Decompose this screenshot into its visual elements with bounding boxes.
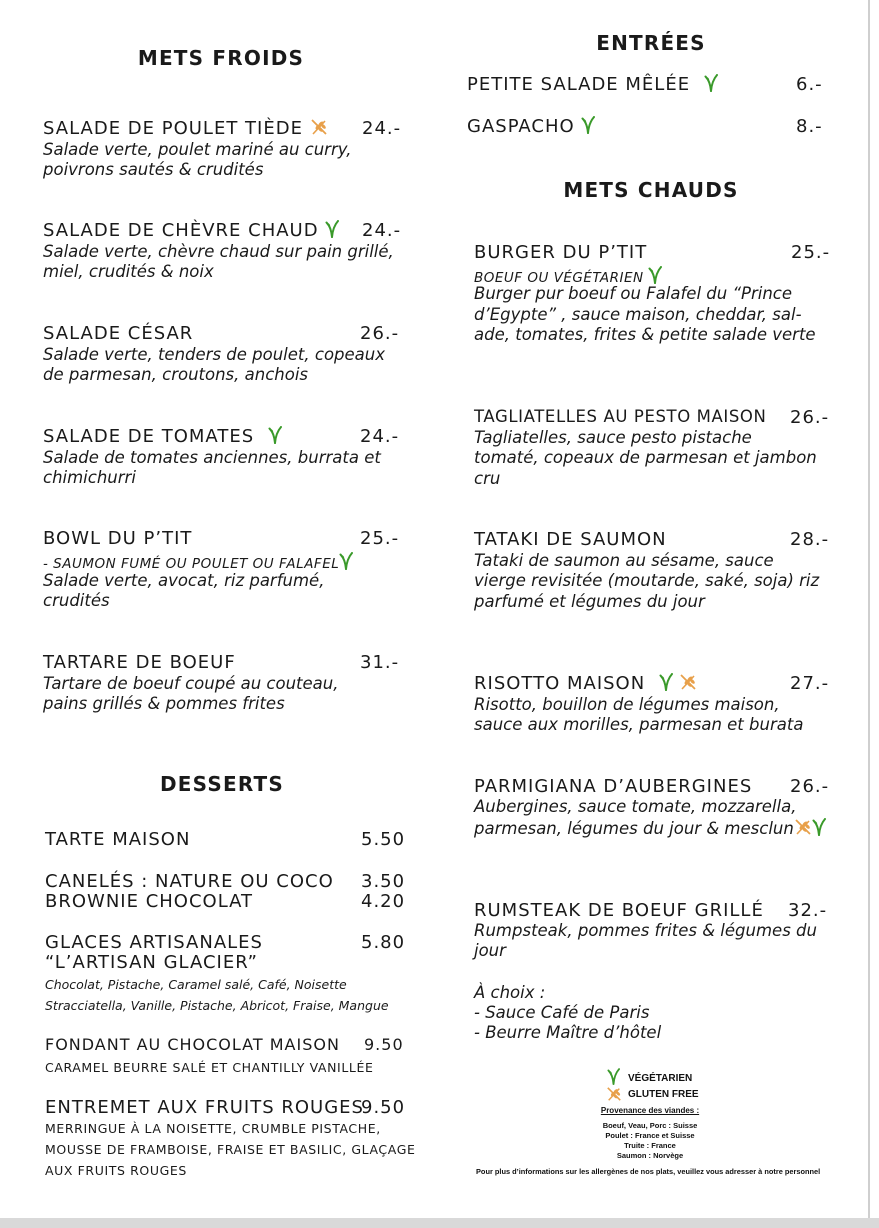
item-price: 25.- [360, 528, 400, 549]
vegetarian-icon [607, 1068, 620, 1085]
item-price: 24.- [362, 220, 402, 241]
item-name: GLACES ARTISANALES [45, 932, 263, 953]
item-name: SALADE DE TOMATES [43, 426, 255, 447]
item-price: 24.- [362, 118, 402, 139]
item-price: 8.- [796, 116, 823, 137]
item-price: 26.- [790, 407, 830, 428]
item-description: poivrons sautés & crudités [43, 160, 264, 179]
item-description: Salade verte, chèvre chaud sur pain grillé, [43, 242, 394, 261]
item-description: parmesan, légumes du jour & mesclun [474, 819, 794, 838]
item-description: miel, crudités & noix [43, 262, 214, 281]
item-description: Salade verte, tenders de poulet, copeaux [43, 345, 386, 364]
item-description: Salade verte, poulet mariné au curry, [43, 140, 352, 159]
item-description: d’Egypte” , sauce maison, cheddar, sal- [474, 305, 802, 324]
item-price: 24.- [360, 426, 400, 447]
item-description: Salade verte, avocat, riz parfumé, [43, 571, 325, 590]
item-price: 32.- [788, 900, 828, 921]
provenance-line: Truite : France [624, 1141, 676, 1150]
item-description: MERRINGUE À LA NOISETTE, CRUMBLE PISTACHE, [45, 1121, 381, 1136]
provenance-line: Saumon : Norvège [616, 1151, 684, 1160]
item-name: SALADE DE POULET TIÈDE [43, 118, 303, 139]
item-description: de parmesan, croutons, anchois [43, 365, 309, 384]
item-description: tomaté, copeaux de parmesan et jambon [474, 448, 817, 467]
item-name: TARTE MAISON [45, 829, 191, 850]
vegetarian-icon [581, 116, 595, 134]
page-edge [868, 0, 870, 1228]
item-name-line2: “L’ARTISAN GLACIER” [45, 952, 258, 973]
item-name: BROWNIE CHOCOLAT [45, 891, 254, 912]
item-name: BOWL DU P’TIT [43, 528, 193, 549]
item-name: ENTREMET AUX FRUITS ROUGES [45, 1097, 364, 1118]
vegetarian-icon [659, 673, 673, 691]
item-description: Tataki de saumon au sésame, sauce [474, 551, 774, 570]
item-name: SALADE CÉSAR [43, 323, 194, 344]
heading-mets-froids: METS FROIDS [137, 46, 305, 70]
legend-vegetarian: VÉGÉTARIEN [628, 1073, 693, 1084]
item-description: parfumé et légumes du jour [474, 592, 705, 611]
item-price: 9.50 [361, 1097, 406, 1118]
item-description: cru [474, 469, 501, 488]
item-name: PETITE SALADE MÊLÉE [467, 74, 691, 95]
item-description: Burger pur boeuf ou Falafel du “Prince [474, 284, 793, 303]
vegetarian-icon [812, 818, 826, 836]
item-price: 26.- [360, 323, 400, 344]
item-description: MOUSSE DE FRAMBOISE, FRAISE ET BASILIC, GLAÇAGE [45, 1142, 416, 1157]
vegetarian-icon [704, 74, 718, 92]
provenance-title: Provenance des viandes : [600, 1106, 700, 1115]
item-description: Salade de tomates anciennes, burrata et [43, 448, 381, 467]
item-name: RUMSTEAK DE BOEUF GRILLÉ [474, 900, 764, 921]
item-flavours: Stracciatella, Vanille, Pistache, Abricot, Fraise, Mangue [45, 998, 389, 1013]
sauce-option: - Sauce Café de Paris [474, 1003, 650, 1022]
gluten-free-icon [310, 118, 328, 136]
item-description: sauce aux morilles, parmesan et burata [474, 715, 804, 734]
item-name: TATAKI DE SAUMON [474, 529, 667, 550]
item-flavours: Chocolat, Pistache, Caramel salé, Café, Noisette [45, 977, 347, 992]
vegetarian-icon [339, 552, 353, 570]
allergen-notice: Pour plus d’informations sur les allergènes de nos plats, veuillez vous adresser à notre personnel [476, 1167, 821, 1176]
item-description: chimichurri [43, 468, 136, 487]
legend-gluten-free: GLUTEN FREE [628, 1089, 699, 1100]
item-price: 26.- [790, 776, 830, 797]
heading-entrees: ENTRÉES [596, 31, 706, 55]
item-name: RISOTTO MAISON [474, 673, 646, 694]
item-price: 3.50 [361, 871, 406, 892]
item-name: TARTARE DE BOEUF [43, 652, 236, 673]
item-description: CARAMEL BEURRE SALÉ ET CHANTILLY VANILLÉE [45, 1060, 374, 1075]
item-name: CANELÉS : NATURE OU COCO [45, 871, 334, 892]
item-description: Rumpsteak, pommes frites & légumes du [474, 921, 817, 940]
item-description: ade, tomates, frites & petite salade verte [474, 325, 816, 344]
item-description: pains grillés & pommes frites [43, 694, 285, 713]
vegetarian-icon [648, 266, 662, 284]
item-price: 5.80 [361, 932, 406, 953]
item-description: Tagliatelles, sauce pesto pistache [474, 428, 752, 447]
gluten-free-icon [606, 1086, 622, 1102]
item-name: GASPACHO [467, 116, 575, 137]
item-price: 31.- [360, 652, 400, 673]
heading-desserts: DESSERTS [160, 772, 284, 796]
item-price: 6.- [796, 74, 823, 95]
item-name: BURGER DU P’TIT [474, 242, 648, 263]
item-options: BOEUF OU VÉGÉTARIEN [474, 270, 644, 286]
item-description: crudités [43, 591, 110, 610]
item-price: 5.50 [361, 829, 406, 850]
provenance-line: Boeuf, Veau, Porc : Suisse [602, 1121, 698, 1130]
item-price: 28.- [790, 529, 830, 550]
item-price: 27.- [790, 673, 830, 694]
provenance-line: Poulet : France et Suisse [605, 1131, 695, 1140]
item-price: 9.50 [364, 1035, 404, 1054]
gluten-free-icon [679, 673, 697, 691]
vegetarian-icon [325, 220, 339, 238]
heading-mets-chauds: METS CHAUDS [563, 178, 739, 202]
sauce-option: - Beurre Maître d’hôtel [474, 1023, 662, 1042]
item-description: AUX FRUITS ROUGES [45, 1163, 187, 1178]
item-price: 25.- [791, 242, 831, 263]
item-name: SALADE DE CHÈVRE CHAUD [43, 220, 319, 241]
item-price: 4.20 [361, 891, 406, 912]
item-name: PARMIGIANA D’AUBERGINES [474, 776, 753, 797]
item-description: jour [474, 941, 506, 960]
item-name: TAGLIATELLES AU PESTO MAISON [474, 407, 767, 426]
gluten-free-icon [794, 818, 812, 836]
page-edge-bottom [0, 1218, 879, 1228]
item-description: Tartare de boeuf coupé au couteau, [43, 674, 339, 693]
vegetarian-icon [268, 426, 282, 444]
item-name: FONDANT AU CHOCOLAT MAISON [45, 1035, 340, 1054]
item-options: - SAUMON FUMÉ OU POULET OU FALAFEL [43, 556, 340, 572]
item-description: Risotto, bouillon de légumes maison, [474, 695, 780, 714]
sauce-choice-title: À choix : [474, 983, 546, 1002]
item-description: vierge revisitée (moutarde, saké, soja) riz [474, 571, 820, 590]
item-description: Aubergines, sauce tomate, mozzarella, [474, 797, 797, 816]
